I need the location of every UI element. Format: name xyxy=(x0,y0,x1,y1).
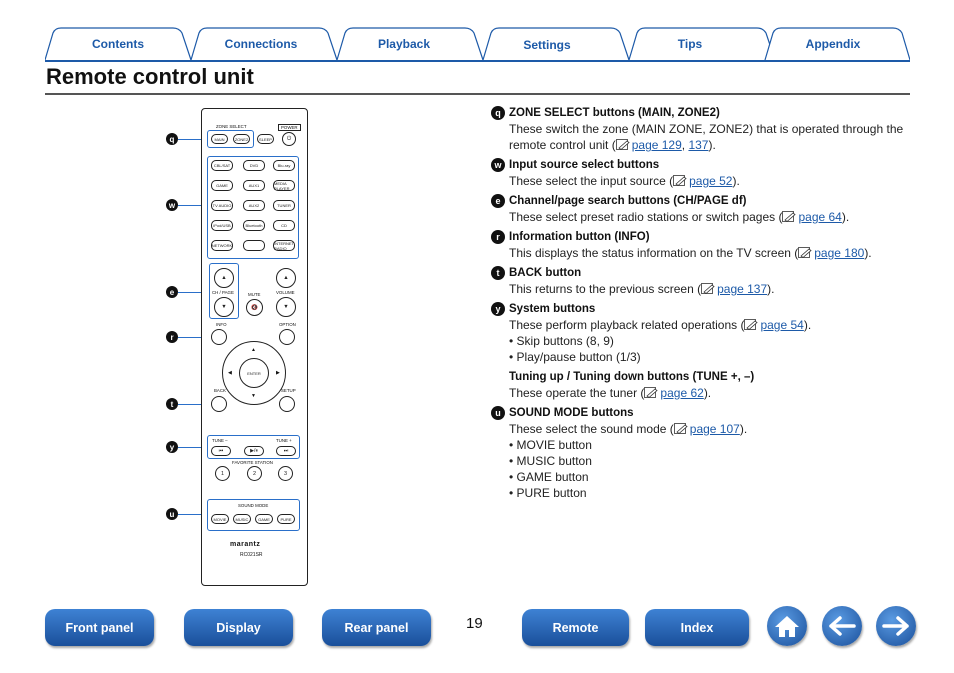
item-number: q xyxy=(491,106,505,120)
item-title: BACK button xyxy=(509,267,582,279)
option-label: OPTION xyxy=(279,322,296,327)
item-body xyxy=(491,245,921,261)
body-text: These operate the tuner ( xyxy=(509,386,645,400)
page-link[interactable]: 137 xyxy=(688,138,709,152)
page-link[interactable]: page 129 xyxy=(631,138,682,152)
tab-appendix[interactable]: Appendix xyxy=(805,37,861,51)
body-text: These select the sound mode ( xyxy=(509,422,674,436)
front-panel-button[interactable]: Front panel xyxy=(45,609,154,646)
body-text: ). xyxy=(841,210,850,224)
cursor-right-icon[interactable]: ▶ xyxy=(276,370,280,376)
page-title: Remote control unit xyxy=(46,64,254,89)
body-text: This displays the status information on the TV screen ( xyxy=(509,246,799,260)
bullet-item: • MOVIE button xyxy=(509,438,592,452)
pencil-reference-icon xyxy=(744,319,759,330)
home-button[interactable] xyxy=(767,606,807,646)
pencil-reference-icon xyxy=(798,247,813,258)
item-title: SOUND MODE buttons xyxy=(509,407,634,419)
music-button[interactable]: MUSIC xyxy=(233,514,251,524)
sleep-button[interactable]: SLEEP xyxy=(257,134,274,144)
bullet-item: • Skip buttons (8, 9) xyxy=(509,334,614,348)
item-title: ZONE SELECT buttons (MAIN, ZONE2) xyxy=(509,107,720,119)
item-number: r xyxy=(491,230,505,244)
play-pause-button[interactable]: ▶/⏸ xyxy=(244,446,264,456)
source-button[interactable]: Blu-ray xyxy=(273,160,295,171)
volume-label: VOLUME xyxy=(276,290,295,295)
item-body xyxy=(491,209,921,225)
volume-up-button[interactable]: ▲ xyxy=(276,268,296,288)
item-title: Input source select buttons xyxy=(509,159,660,171)
item-ch-page xyxy=(491,193,921,225)
game-button[interactable]: GAME xyxy=(255,514,273,524)
item-info xyxy=(491,229,921,261)
source-button[interactable]: DVD xyxy=(243,160,265,171)
favorite-3-button[interactable]: 3 xyxy=(278,466,293,481)
skip-forward-button[interactable]: ⏭ xyxy=(276,446,296,456)
cursor-up-icon[interactable]: ▲ xyxy=(251,347,256,353)
body-text: ). xyxy=(732,174,740,188)
item-number: y xyxy=(491,302,505,316)
zone2-button[interactable]: ZONE2 xyxy=(233,134,250,144)
tab-playback[interactable]: Playback xyxy=(377,37,431,51)
body-text: These select the input source ( xyxy=(509,174,674,188)
callout-1: q xyxy=(166,133,178,145)
page-link[interactable]: page 137 xyxy=(717,282,768,296)
item-body xyxy=(491,281,921,297)
back-label: BACK xyxy=(214,388,226,393)
pencil-reference-icon xyxy=(616,139,631,150)
item-system xyxy=(491,301,921,401)
item-body xyxy=(491,173,921,189)
arrow-right-icon xyxy=(882,616,910,636)
source-button[interactable]: CBL/SAT xyxy=(211,160,233,171)
body-text: , xyxy=(681,138,689,152)
index-button[interactable]: Index xyxy=(645,609,749,646)
source-button[interactable]: AUX2 xyxy=(243,200,265,211)
top-tab-bar xyxy=(45,27,910,61)
callout-5: t xyxy=(166,398,178,410)
bullet-item: • GAME button xyxy=(509,470,589,484)
highlight-input-source xyxy=(207,156,299,259)
callout-2: w xyxy=(166,199,178,211)
page-link[interactable]: page 107 xyxy=(689,422,740,436)
source-button[interactable]: GAME xyxy=(211,180,233,191)
body-text: These select preset radio stations or switch pages ( xyxy=(509,210,783,224)
item-sound-mode xyxy=(491,405,921,501)
tune-minus-label: TUNE – xyxy=(212,438,228,443)
info-button[interactable] xyxy=(211,329,227,345)
mute-label: MUTE xyxy=(248,292,261,297)
bullet-item: • PURE button xyxy=(509,486,587,500)
movie-button[interactable]: MOVIE xyxy=(211,514,229,524)
remote-control-illustration xyxy=(201,108,308,586)
favorite-station-label: FAVORITE STATION xyxy=(232,460,273,465)
source-button[interactable]: TV AUDIO xyxy=(211,200,233,211)
main-button[interactable]: MAIN xyxy=(211,134,228,144)
power-button[interactable]: ⏻ xyxy=(282,132,296,146)
pencil-reference-icon xyxy=(674,423,689,434)
skip-back-button[interactable]: ⏮ xyxy=(211,446,231,456)
volume-down-button[interactable]: ▼ xyxy=(276,297,296,317)
item-body xyxy=(491,317,921,333)
source-button[interactable]: INTERNET RADIO xyxy=(274,240,294,251)
arrow-left-icon xyxy=(828,616,856,636)
forward-page-button[interactable] xyxy=(876,606,916,646)
tab-tips[interactable]: Tips xyxy=(677,37,703,51)
enter-button[interactable]: ENTER xyxy=(239,358,269,388)
item-number: e xyxy=(491,194,505,208)
pencil-reference-icon xyxy=(782,211,797,222)
item-back xyxy=(491,265,921,297)
source-button[interactable]: iPod/USB xyxy=(211,220,233,231)
pencil-reference-icon xyxy=(673,175,688,186)
mute-button[interactable]: 🔇 xyxy=(246,299,263,316)
favorite-2-button[interactable]: 2 xyxy=(247,466,262,481)
callout-3: e xyxy=(166,286,178,298)
item-title: Channel/page search buttons (CH/PAGE df) xyxy=(509,195,747,207)
tune-plus-label: TUNE + xyxy=(276,438,292,443)
item-number: w xyxy=(491,158,505,172)
body-text: ). xyxy=(803,318,812,332)
source-button[interactable]: TUNER xyxy=(273,200,295,211)
rear-panel-button[interactable]: Rear panel xyxy=(322,609,431,646)
bullet-item: • Play/pause button (1/3) xyxy=(509,350,641,364)
item-number: u xyxy=(491,406,505,420)
pure-button[interactable]: PURE xyxy=(277,514,295,524)
cursor-down-icon[interactable]: ▼ xyxy=(251,393,256,399)
sub-title: Tuning up / Tuning down buttons (TUNE +, –) xyxy=(509,371,755,383)
source-button[interactable]: AUX1 xyxy=(243,180,265,191)
body-text: ). xyxy=(767,282,775,296)
callout-4: r xyxy=(166,331,178,343)
item-body xyxy=(491,385,921,401)
back-button[interactable] xyxy=(211,396,227,412)
body-text: ). xyxy=(708,138,716,152)
info-label: INFO xyxy=(216,322,227,327)
remote-button[interactable]: Remote xyxy=(522,609,629,646)
body-text: These switch the zone (MAIN ZONE, ZONE2) that is operated through the remote control unit ( xyxy=(509,122,904,152)
ch-page-label: CH / PAGE xyxy=(212,290,234,295)
item-title: Information button (INFO) xyxy=(509,231,650,243)
body-text: This returns to the previous screen ( xyxy=(509,282,702,296)
item-body xyxy=(491,121,921,153)
description-column xyxy=(491,105,921,501)
model-number: RC021SR xyxy=(240,552,263,558)
page-link[interactable]: page 64 xyxy=(798,210,842,224)
body-text: These perform playback related operations ( xyxy=(509,318,745,332)
page-number: 19 xyxy=(466,615,483,632)
power-label: POWER xyxy=(278,124,301,131)
body-text: ). xyxy=(739,422,748,436)
source-button[interactable]: Bluetooth xyxy=(243,220,265,231)
zone-select-label: ZONE SELECT xyxy=(216,124,247,129)
ch-page-up-button[interactable]: ▲ xyxy=(214,268,234,288)
page-link[interactable]: page 62 xyxy=(660,386,704,400)
callout-6: y xyxy=(166,441,178,453)
tab-connections[interactable]: Connections xyxy=(224,37,298,51)
setup-label: SETUP xyxy=(281,388,296,393)
highlight-zone-select xyxy=(207,130,254,148)
item-input-source xyxy=(491,157,921,189)
favorite-1-button[interactable]: 1 xyxy=(215,466,230,481)
body-text: ). xyxy=(864,246,872,260)
item-zone-select xyxy=(491,105,921,153)
source-button[interactable]: NETWORK xyxy=(211,240,233,251)
page-link[interactable]: page 52 xyxy=(689,174,733,188)
bullet-item: • MUSIC button xyxy=(509,454,592,468)
cursor-left-icon[interactable]: ◀ xyxy=(228,370,232,376)
back-page-button[interactable] xyxy=(822,606,862,646)
sound-mode-label: SOUND MODE xyxy=(238,503,269,508)
pencil-reference-icon xyxy=(701,283,716,294)
tab-settings[interactable]: Settings xyxy=(523,38,571,52)
option-button[interactable] xyxy=(279,329,295,345)
item-title: System buttons xyxy=(509,303,596,315)
page-link[interactable]: page 54 xyxy=(760,318,804,332)
item-number: t xyxy=(491,266,505,280)
home-icon xyxy=(773,613,801,639)
tab-contents[interactable]: Contents xyxy=(92,37,144,51)
ch-page-down-button[interactable]: ▼ xyxy=(214,297,234,317)
display-button[interactable]: Display xyxy=(184,609,293,646)
tab-underline xyxy=(45,60,910,62)
brand-logo: marantz xyxy=(230,541,261,548)
body-text: ). xyxy=(703,386,712,400)
setup-button[interactable] xyxy=(279,396,295,412)
page-link[interactable]: page 180 xyxy=(814,246,865,260)
item-body xyxy=(491,421,921,437)
source-button[interactable]: CD xyxy=(273,220,295,231)
callout-7: u xyxy=(166,508,178,520)
pencil-reference-icon xyxy=(644,387,659,398)
source-button[interactable]: MEDIA PLAYER xyxy=(273,180,295,191)
title-divider xyxy=(45,93,910,95)
